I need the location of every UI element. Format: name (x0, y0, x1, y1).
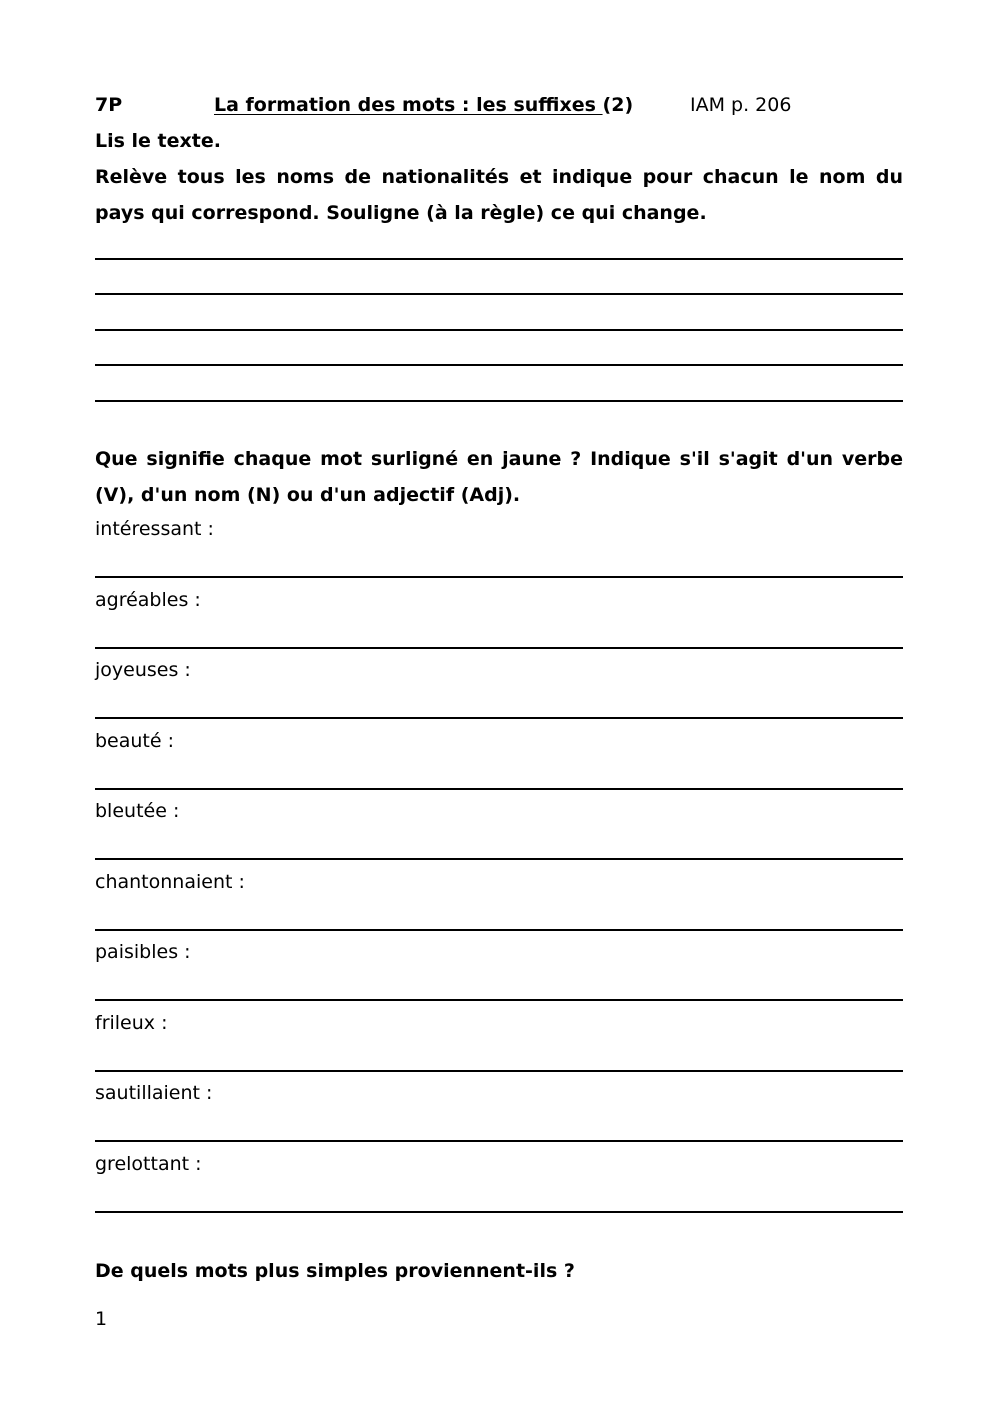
answer-line (95, 1070, 903, 1072)
answer-line (95, 929, 903, 931)
answer-line (95, 858, 903, 860)
answer-line (95, 329, 903, 331)
instruction-nationalities: Relève tous les noms de nationalités et indique pour chacun le nom du pays qui correspond. Souligne (à la règle) ce qui change. (95, 166, 903, 224)
word-label: bleutée : (95, 800, 180, 822)
answer-line (95, 647, 903, 649)
answer-line (95, 1211, 903, 1213)
answer-line (95, 400, 903, 402)
page-number: 1 (95, 1308, 108, 1330)
answer-line (95, 788, 903, 790)
word-label: intéressant : (95, 518, 214, 540)
answer-line (95, 576, 903, 578)
worksheet-title-number: (2) (602, 94, 634, 116)
answer-line (95, 717, 903, 719)
answer-line (95, 999, 903, 1001)
worksheet-title-text: La formation des mots : les suffixes (214, 94, 603, 116)
answer-line (95, 364, 903, 366)
answer-line (95, 258, 903, 260)
worksheet-header (95, 94, 903, 120)
instruction-simpler-words: De quels mots plus simples proviennent-ils ? (95, 1260, 575, 1282)
instruction-read-text: Lis le texte. (95, 130, 221, 152)
word-label: grelottant : (95, 1153, 202, 1175)
word-label: paisibles : (95, 941, 191, 963)
word-label: agréables : (95, 589, 201, 611)
instruction-highlighted-words: Que signifie chaque mot surligné en jaune ? Indique s'il s'agit d'un verbe (V), d'un nom (N) ou d'un adjectif (Adj). (95, 448, 903, 506)
word-label: chantonnaient : (95, 871, 245, 893)
word-label: joyeuses : (95, 659, 191, 681)
word-label: beauté : (95, 730, 175, 752)
answer-line (95, 293, 903, 295)
worksheet-title (214, 94, 633, 116)
word-label: sautillaient : (95, 1082, 213, 1104)
word-label: frileux : (95, 1012, 168, 1034)
answer-line (95, 1140, 903, 1142)
textbook-reference: IAM p. 206 (690, 94, 792, 116)
grade-level: 7P (95, 94, 123, 116)
